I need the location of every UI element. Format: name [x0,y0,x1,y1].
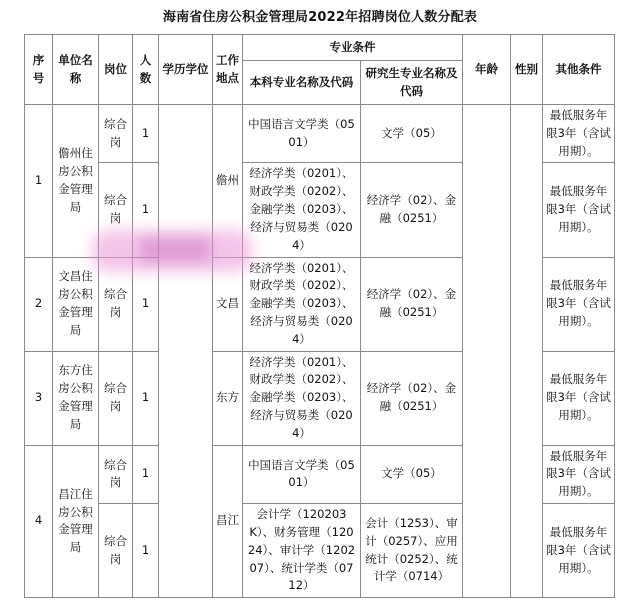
header-other: 其他条件 [543,35,615,105]
table-title: 海南省住房公积金管理局2022年招聘岗位人数分配表 [162,10,478,25]
seq-cell: 2 [25,257,53,351]
other-cell: 最低服务年限3年（含试用期）。 [543,351,615,445]
grad-cell: 经济学（02）、金融（0251） [361,163,463,257]
header-count: 人数 [133,35,159,105]
post-cell: 综合岗 [99,105,133,163]
recruitment-table [24,34,615,598]
undergrad-cell: 中国语言文学类（0501） [243,105,361,163]
grad-cell: 经济学（02）、金融（0251） [361,257,463,351]
seq-cell: 3 [25,351,53,445]
undergrad-cell: 经济学类（0201）、财政学类（0202）、金融学类（0203）、经济与贸易类（0204） [243,351,361,445]
unit-cell: 昌江住房公积金管理局 [53,445,99,598]
other-cell: 最低服务年限3年（含试用期）。 [543,257,615,351]
header-unit: 单位名称 [53,35,99,105]
unit-cell: 东方住房公积金管理局 [53,351,99,445]
header-undergrad: 本科专业名称及代码 [243,61,361,105]
undergrad-cell: 会计学（120203K）、财务管理（12024）、审计学（120207）、统计学类（0712） [243,504,361,598]
other-cell: 最低服务年限3年（含试用期）。 [543,163,615,257]
location-cell: 儋州 [213,105,243,258]
seq-cell: 1 [25,105,53,258]
gender-cell [511,105,543,598]
other-cell: 最低服务年限3年（含试用期）。 [543,445,615,503]
other-cell: 最低服务年限3年（含试用期）。 [543,504,615,598]
header-major: 专业条件 [243,35,463,61]
unit-cell: 文昌住房公积金管理局 [53,257,99,351]
location-cell: 文昌 [213,257,243,351]
count-cell: 1 [133,351,159,445]
degree-cell [159,105,213,598]
header-age: 年龄 [463,35,511,105]
header-grad: 研究生专业名称及代码 [361,61,463,105]
seq-cell: 4 [25,445,53,598]
header-seq: 序号 [25,35,53,105]
count-cell: 1 [133,257,159,351]
header-post: 岗位 [99,35,133,105]
unit-cell: 儋州住房公积金管理局 [53,105,99,258]
header-degree: 学历学位 [159,35,213,105]
grad-cell: 文学（05） [361,445,463,503]
grad-cell: 文学（05） [361,105,463,163]
undergrad-cell: 中国语言文学类（0501） [243,445,361,503]
post-cell: 综合岗 [99,504,133,598]
undergrad-cell: 经济学类（0201）、财政学类（0202）、金融学类（0203）、经济与贸易类（0204） [243,257,361,351]
post-cell: 综合岗 [99,445,133,503]
grad-cell: 经济学（02）、金融（0251） [361,351,463,445]
count-cell: 1 [133,504,159,598]
header-location: 工作地点 [213,35,243,105]
grad-cell: 会计（1253）、审计（0257）、应用统计（0252）、统计学（0714） [361,504,463,598]
undergrad-cell: 经济学类（0201）、财政学类（0202）、金融学类（0203）、经济与贸易类（0204） [243,163,361,257]
blurred-redaction-core [140,238,210,262]
post-cell: 综合岗 [99,257,133,351]
location-cell: 昌江 [213,445,243,598]
count-cell: 1 [133,445,159,503]
post-cell: 综合岗 [99,163,133,257]
header-gender: 性别 [511,35,543,105]
post-cell: 综合岗 [99,351,133,445]
count-cell: 1 [133,105,159,163]
table-row [25,105,615,163]
age-cell [463,105,511,598]
count-cell: 1 [133,163,159,257]
other-cell: 最低服务年限3年（含试用期）。 [543,105,615,163]
location-cell: 东方 [213,351,243,445]
